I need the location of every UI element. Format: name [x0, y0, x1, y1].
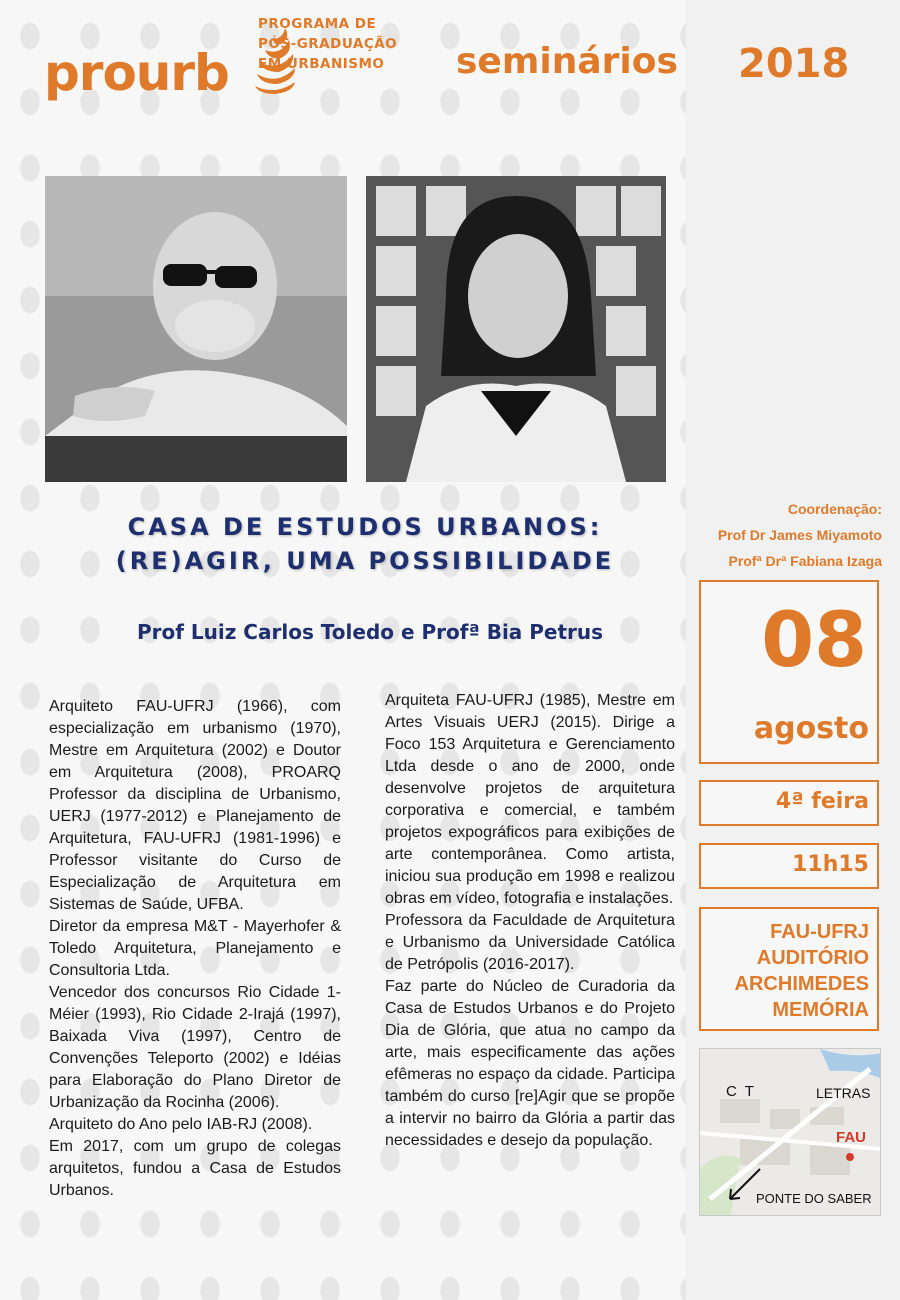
bio-paragraph: Diretor da empresa M&T - Mayerhofer & Toledo Arquitetura, Planejamento e Consultoria Ltda. [49, 918, 341, 979]
map-label-fau: FAU [836, 1129, 866, 1146]
title-line-1: CASA DE ESTUDOS URBANOS: [127, 513, 603, 541]
event-weekday: 4ª feira [775, 789, 869, 814]
speaker-photo-toledo [45, 176, 347, 482]
event-day: 08 [761, 595, 867, 684]
time-box [699, 843, 879, 889]
bio-paragraph: Arquiteto FAU-UFRJ (1966), com especialização em urbanismo (1970), Mestre em Arquitetura (2002) e Doutor em Arquitetura (2008), PROARQ Professor da disciplina de Urbanismo, UERJ (1977-2012) e Planejamento de Arquitetura, FAU-UFRJ (1981-1996) e Professor visitante do Curso de Especialização de Arquitetura em Sistemas de Saúde, UFBA. [49, 698, 341, 913]
bio-paragraph: Professora da Faculdade de Arquitetura e Urbanismo da Universidade Católica de Petrópolis (2016-2017). [385, 912, 675, 973]
map-label-ponte: PONTE DO SABER [756, 1191, 872, 1206]
bio-paragraph: Faz parte do Núcleo de Curadoria da Casa de Estudos Urbanos e do Projeto Dia de Glória, que atua no campo da arte, mais especificamente das ações efêmeras no espaço da cidade. Participa também do curso [re]Agir que se propõe a intervir no bairro da Glória a partir das necessidades e desejo da população. [385, 978, 675, 1149]
map-label-ct: C T [726, 1083, 756, 1100]
speakers: Prof Luiz Carlos Toledo e Profª Bia Petrus [136, 620, 604, 644]
bio-paragraph: Em 2017, com um grupo de colegas arquitetos, fundou a Casa de Estudos Urbanos. [49, 1138, 341, 1199]
series-title: seminários [456, 41, 678, 82]
venue-line: AUDITÓRIO [756, 947, 869, 969]
program-name [258, 14, 428, 74]
title-line-2: (RE)AGIR, UMA POSSIBILIDADE [115, 547, 615, 575]
portrait-illustration [45, 176, 347, 482]
map-label-letras: LETRAS [816, 1085, 871, 1101]
venue-line: MEMÓRIA [772, 999, 869, 1021]
year: 2018 [738, 41, 850, 87]
venue-line: FAU-UFRJ [770, 921, 869, 943]
coordination [690, 496, 882, 574]
bio-paragraph: Vencedor dos concursos Rio Cidade 1-Méier (1993), Rio Cidade 2-Irajá (1997), Baixada Viva (1997), Centro de Convenções Teleporto (2002) e Idéias para Elaboração do Plano Diretor de Urbanização da Rocinha (2006). [49, 984, 341, 1111]
bio-paragraph: Arquiteto do Ano pelo IAB-RJ (2008). [49, 1116, 313, 1133]
bio-toledo [49, 696, 341, 1202]
weekday-box [699, 780, 879, 826]
program-line: PÓS-GRADUAÇÃO [258, 36, 398, 52]
bio-paragraph: Arquiteta FAU-UFRJ (1985), Mestre em Artes Visuais UERJ (2015). Dirige a Foco 153 Arquitetura e Gerenciamento Ltda desde o ano de 2000, onde desenvolve projetos de arquitetura corporativa e comercial, e também projetos expográficos para exibições de arte contemporânea. Como artista, iniciou sua produção em 1998 e realizou obras em vídeo, fotografia e instalações. [385, 692, 675, 907]
venue-line: ARCHIMEDES [734, 973, 869, 995]
bio-petrus [385, 690, 675, 1152]
event-venue [735, 919, 869, 1023]
coord-name: Prof Dr James Miyamoto [717, 527, 882, 543]
portrait-illustration [366, 176, 666, 482]
event-month: agosto [753, 711, 869, 746]
seminar-title [80, 510, 650, 578]
venue-box [699, 907, 879, 1031]
event-time: 11h15 [792, 852, 869, 877]
program-line: PROGRAMA DE [258, 16, 377, 32]
coord-name: Profª Drª Fabiana Izaga [728, 553, 882, 569]
speaker-photo-petrus [366, 176, 666, 482]
date-box [699, 580, 879, 764]
coord-label: Coordenação: [787, 501, 882, 517]
location-map [699, 1048, 881, 1216]
logo-wordmark: prourb [44, 44, 229, 102]
program-line: EM URBANISMO [258, 56, 385, 72]
